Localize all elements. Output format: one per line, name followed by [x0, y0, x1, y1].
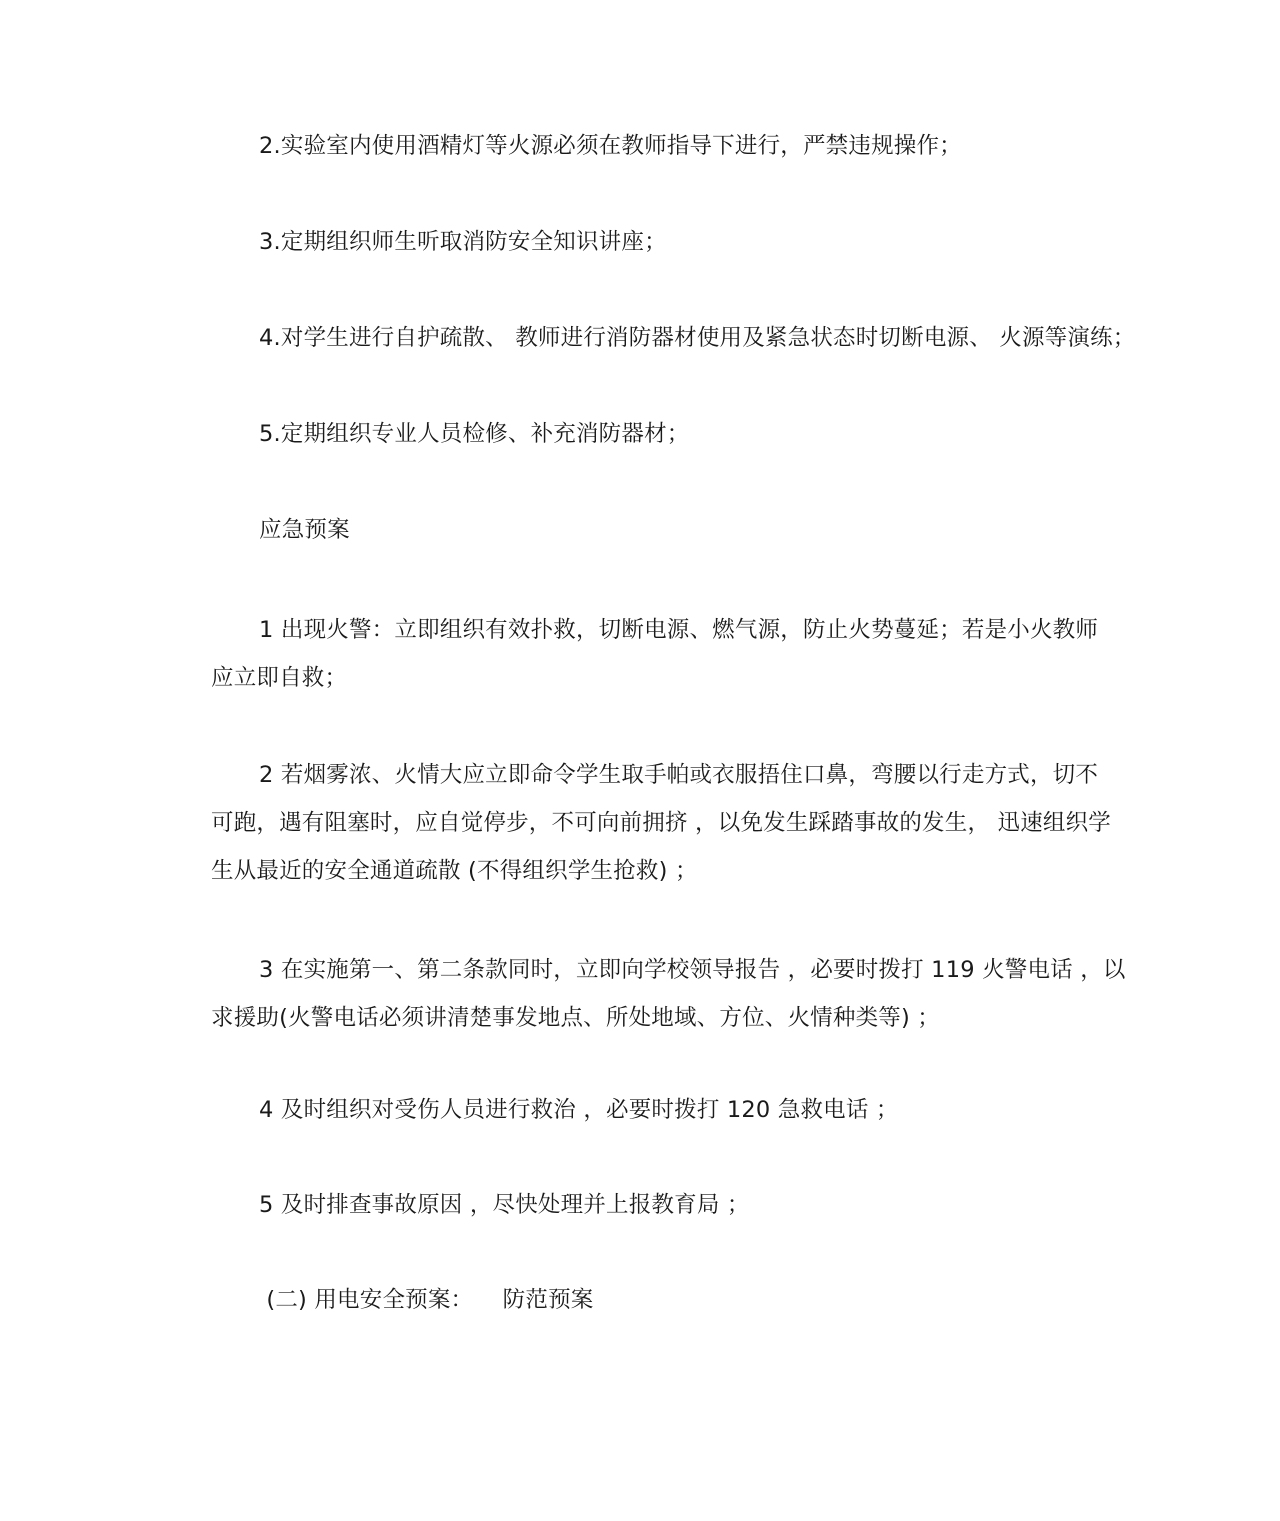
paragraph-report-call-119-step-3 — [163, 946, 1126, 1042]
paragraph-line: 1 出现火警：立即组织有效扑救，切断电源、燃气源，防止火势蔓延；若是小火教师 — [259, 617, 1099, 643]
paragraph-line: 5.定期组织专业人员检修、补充消防器材； — [259, 421, 690, 447]
paragraph-line: 2 若烟雾浓、火情大应立即命令学生取手帕或衣服捂住口鼻，弯腰以行走方式，切不 — [259, 762, 1099, 788]
paragraph-line: 生从最近的安全通道疏散 (不得组织学生抢救) ； — [211, 858, 698, 884]
section-heading: 应急预案 — [259, 517, 350, 543]
paragraph-line: 应立即自救； — [211, 665, 348, 691]
paragraph-fire-safety-lecture — [163, 218, 1123, 266]
paragraph-line: 2.实验室内使用酒精灯等火源必须在教师指导下进行，严禁违规操作； — [259, 133, 962, 159]
paragraph-line: 3.定期组织师生听取消防安全知识讲座； — [259, 229, 667, 255]
paragraph-evacuation-drill — [163, 314, 1136, 362]
paragraph-line: 5 及时排查事故原因 ，尽快处理并上报教育局 ； — [259, 1192, 750, 1218]
paragraph-fire-alarm-step-1 — [163, 606, 1123, 702]
paragraph-line: 可跑，遇有阻塞时，应自觉停步，不可向前拥挤 ，以免发生踩踏事故的发生， 迅速组织学 — [211, 810, 1112, 836]
paragraph-smoke-evacuation-step-2 — [163, 751, 1123, 895]
paragraph-line: 3 在实施第一、第二条款同时，立即向学校领导报告 ，必要时拨打 119 火警电话 ，以 — [259, 957, 1126, 983]
paragraph-investigate-cause-step-5 — [163, 1181, 1123, 1229]
section-heading-electrical-safety — [163, 1276, 1123, 1324]
paragraph-lab-fire-rule — [163, 122, 1123, 170]
section-heading: (二) 用电安全预案： 防范预案 — [259, 1287, 594, 1313]
paragraph-line: 4 及时组织对受伤人员进行救治 ，必要时拨打 120 急救电话 ； — [259, 1097, 899, 1123]
section-heading-emergency-plan — [163, 506, 1123, 554]
paragraph-equipment-maintenance — [163, 410, 1123, 458]
paragraph-line: 4.对学生进行自护疏散、 教师进行消防器材使用及紧急状态时切断电源、 火源等演练； — [259, 325, 1136, 351]
paragraph-line: 求援助(火警电话必须讲清楚事发地点、所处地域、方位、火情种类等) ； — [211, 1005, 941, 1031]
paragraph-treat-injured-step-4 — [163, 1086, 1123, 1134]
